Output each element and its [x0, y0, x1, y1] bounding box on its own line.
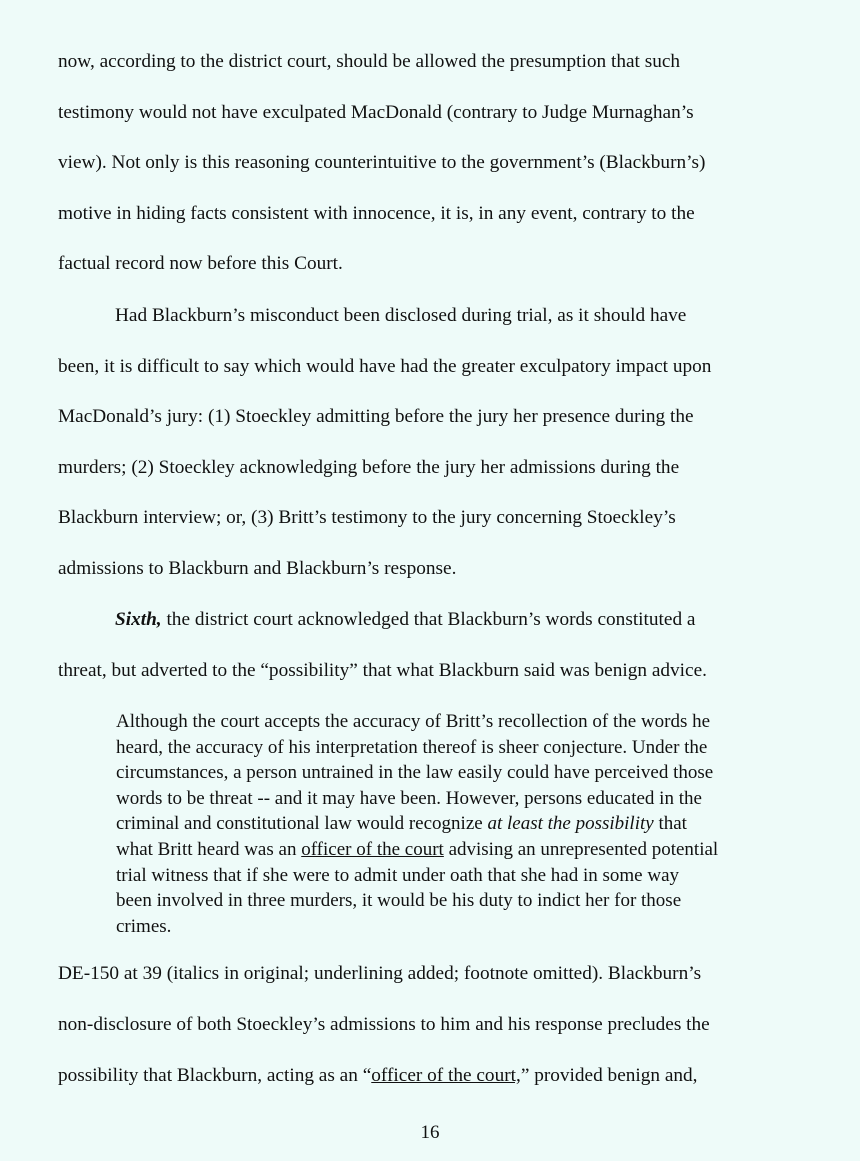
text-line: factual record now before this Court.: [58, 253, 343, 274]
text-line: been, it is difficult to say which would have had the greater exculpatory impact upon: [58, 356, 712, 377]
text-span: possibility that Blackburn, acting as an “: [58, 1065, 372, 1086]
quote-line: circumstances, a person untrained in the law easily could have perceived those: [116, 762, 714, 784]
text-line: [58, 1063, 818, 1089]
underlined-span: officer of the court: [301, 838, 444, 860]
quote-line: [116, 837, 826, 863]
text-span: the district court acknowledged that Blackburn’s words constituted a: [161, 609, 696, 630]
text-line: admissions to Blackburn and Blackburn’s response.: [58, 558, 457, 579]
text-span: criminal and constitutional law would recognize: [116, 813, 488, 835]
quote-line: [116, 811, 826, 837]
quote-line: Although the court accepts the accuracy of Britt’s recollection of the words he: [116, 711, 711, 732]
text-line: non-disclosure of both Stoeckley’s admissions to him and his response precludes the: [58, 1014, 710, 1035]
text-line: DE-150 at 39 (italics in original; underlining added; footnote omitted). Blackburn’s: [58, 963, 702, 984]
quote-line: been involved in three murders, it would be his duty to indict her for those: [116, 890, 682, 912]
text-span: ” provided benign and,: [520, 1065, 698, 1086]
text-line: MacDonald’s jury: (1) Stoeckley admitting before the jury her presence during the: [58, 406, 694, 427]
text-line: [115, 607, 860, 633]
text-span: that: [653, 813, 687, 835]
text-span: what Britt heard was an: [116, 838, 302, 860]
quote-line: words to be threat -- and it may have been. However, persons educated in the: [116, 787, 702, 809]
text-span: advising an unrepresented potential: [443, 838, 719, 860]
text-line: threat, but adverted to the “possibility” that what Blackburn said was benign advice.: [58, 660, 707, 681]
italic-span: at least the possibility: [487, 813, 654, 835]
text-line: view). Not only is this reasoning counterintuitive to the government’s (Blackburn’s): [58, 152, 706, 173]
quote-line: heard, the accuracy of his interpretation thereof is sheer conjecture. Under the: [116, 736, 708, 758]
text-line: testimony would not have exculpated MacDonald (contrary to Judge Murnaghan’s: [58, 102, 694, 123]
underlined-span: officer of the court,: [371, 1065, 521, 1086]
text-line: now, according to the district court, should be allowed the presumption that such: [58, 51, 681, 72]
text-line: Had Blackburn’s misconduct been disclosed during trial, as it should have: [115, 305, 687, 326]
quote-line: crimes.: [116, 915, 172, 937]
emphasis-sixth: Sixth,: [115, 609, 162, 630]
text-line: Blackburn interview; or, (3) Britt’s testimony to the jury concerning Stoeckley’s: [58, 507, 676, 528]
text-line: murders; (2) Stoeckley acknowledging before the jury her admissions during the: [58, 457, 680, 478]
block-quote: [116, 709, 826, 939]
page-number: 16: [420, 1122, 440, 1143]
text-line: motive in hiding facts consistent with innocence, it is, in any event, contrary to the: [58, 203, 695, 224]
quote-line: trial witness that if she were to admit under oath that she had in some way: [116, 864, 679, 886]
